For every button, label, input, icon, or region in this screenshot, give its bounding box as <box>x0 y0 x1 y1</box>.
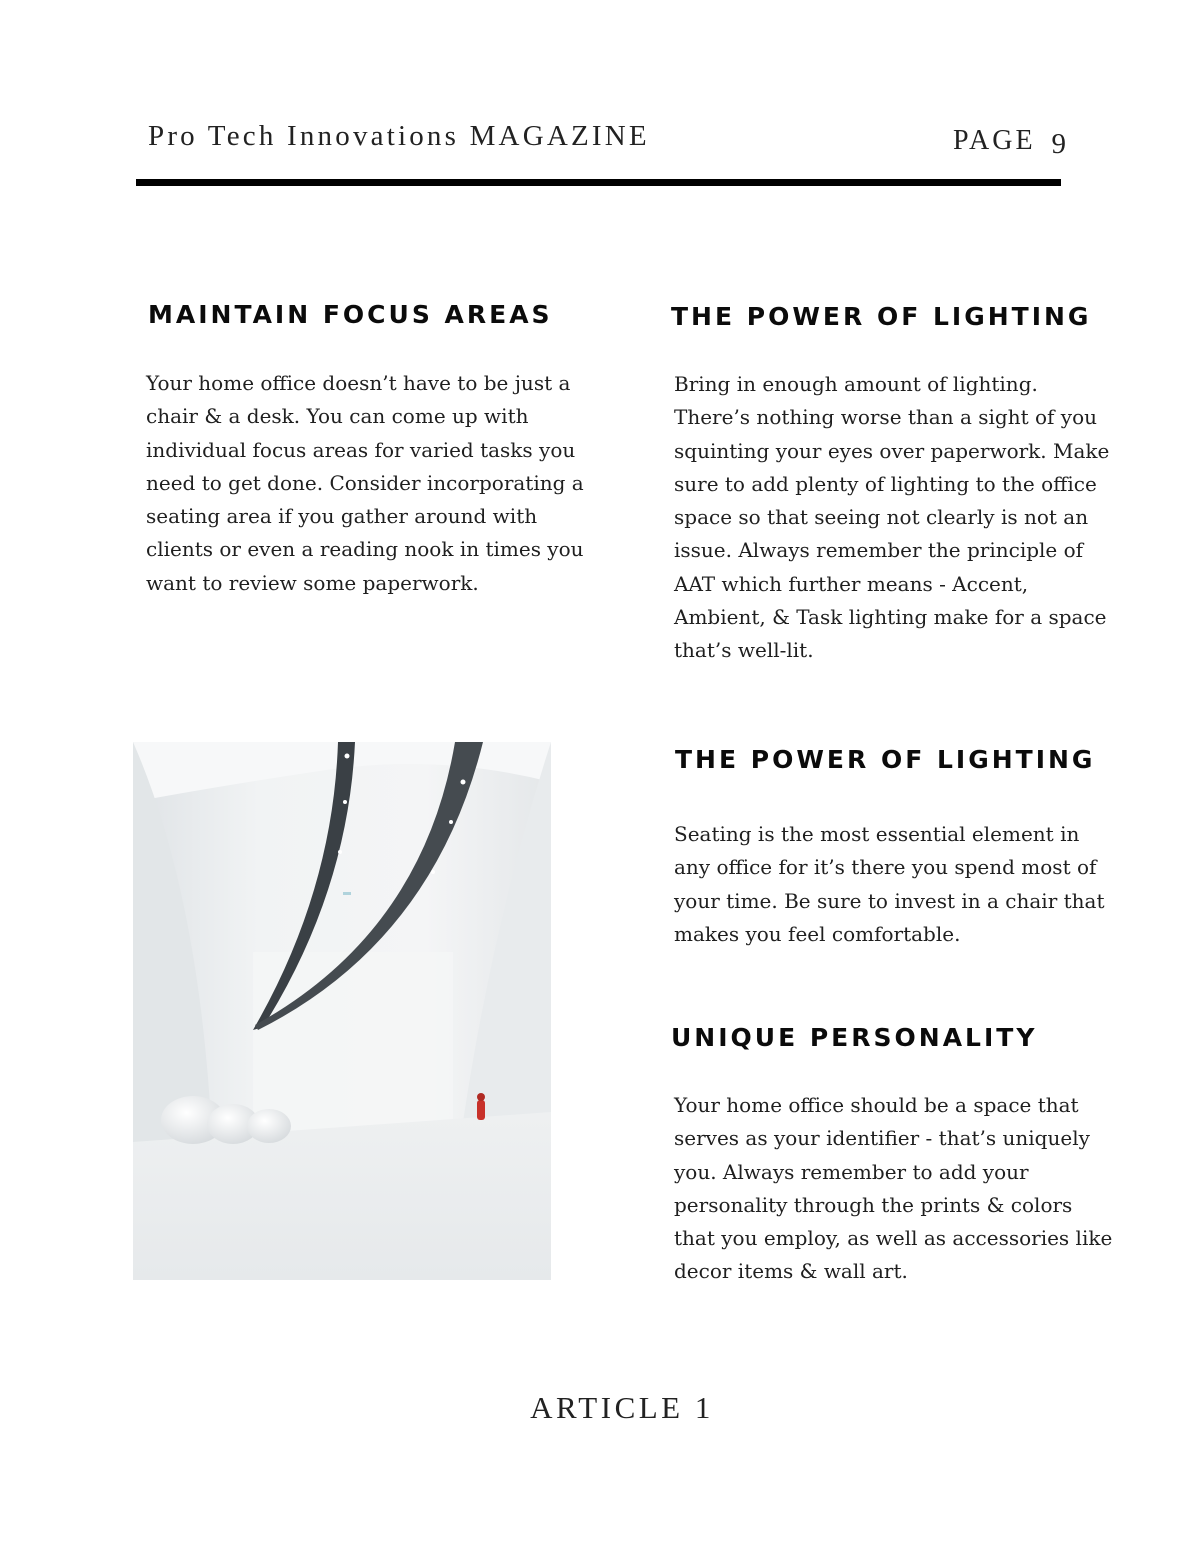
magazine-title: Pro Tech Innovations MAGAZINE <box>148 120 650 152</box>
section-body-personality: Your home office should be a space that serves as your identifier - that’s uniquely you. Always remember to add your personality through the prints & colors that you employ, as well as accessories like decor items & wall art. <box>674 1093 1113 1284</box>
article-label: ARTICLE 1 <box>530 1390 714 1425</box>
page-number: 9 <box>1051 128 1070 160</box>
section-body-lighting: Bring in enough amount of lighting. There’s nothing worse than a sight of you squinting your eyes over paperwork. Make sure to add plenty of lighting to the office space so that seeing not clearly is not an issue. Always remember the principle of AAT which further means - Accent, Ambient, & Task lighting make for a space that’s well-lit. <box>674 372 1110 663</box>
white-corridor-illustration <box>133 742 551 1280</box>
section-heading-personality: UNIQUE PERSONALITY <box>671 1023 1038 1052</box>
section-body-seating: Seating is the most essential element in any office for it’s there you spend most of your time. Be sure to invest in a chair that makes you feel comfortable. <box>674 822 1105 946</box>
page-label: PAGE <box>953 125 1036 156</box>
office-photo <box>133 742 551 1280</box>
section-heading-focus-areas: MAINTAIN FOCUS AREAS <box>148 300 553 329</box>
page-indicator <box>953 124 1070 160</box>
section-body-focus-areas: Your home office doesn’t have to be just a chair & a desk. You can come up with individual focus areas for varied tasks you need to get done. Consider incorporating a seating area if you gather around with clients or even a reading nook in times you want to review some paperwork. <box>146 371 584 595</box>
section-heading-seating: THE POWER OF LIGHTING <box>675 745 1096 774</box>
section-heading-lighting: THE POWER OF LIGHTING <box>671 302 1092 331</box>
header-divider <box>136 179 1061 186</box>
